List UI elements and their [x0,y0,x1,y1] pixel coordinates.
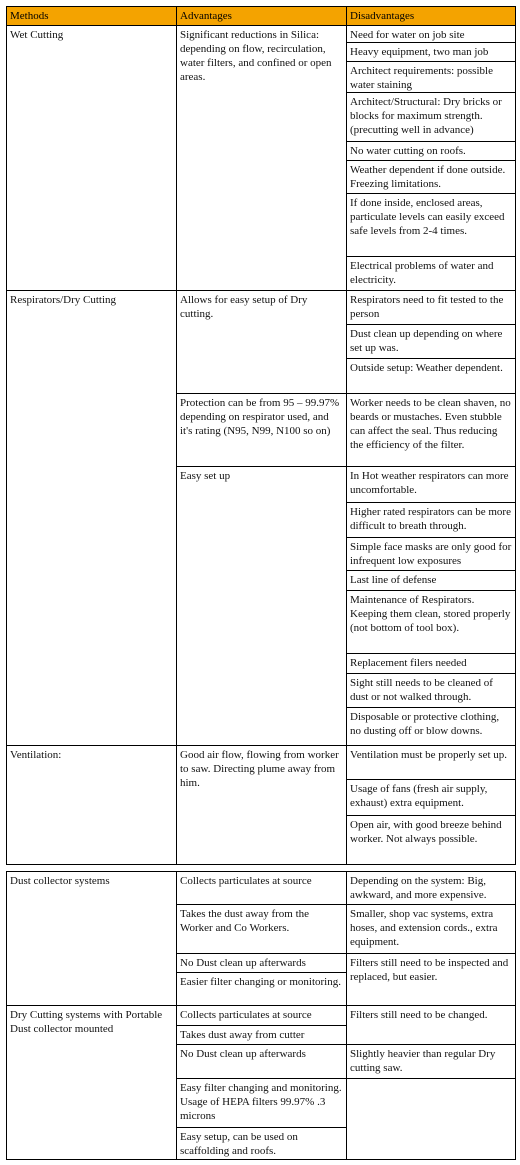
disadvantage-cell: Higher rated respirators can be more difficult to breath through. [346,502,516,538]
disadvantage-cell: Depending on the system: Big, awkward, and more expensive. [346,871,516,905]
method-cell: Ventilation: [6,745,177,865]
disadvantage-cell: Simple face masks are only good for infrequent low exposures [346,537,516,571]
disadvantage-cell: Electrical problems of water and electricity. [346,256,516,291]
disadvantage-cell: Outside setup: Weather dependent. [346,358,516,394]
advantage-cell: Collects particulates at source [176,1005,347,1026]
header-advantages: Advantages [176,6,347,26]
disadvantage-cell: Smaller, shop vac systems, extra hoses, and extension cords., extra equipment. [346,904,516,954]
method-cell: Dust collector systems [6,871,177,1006]
method-cell: Wet Cutting [6,25,177,291]
advantage-cell: Protection can be from 95 – 99.97% depending on respirator used, and it's rating (N95, N99, N100 so on) [176,393,347,467]
disadvantage-cell: In Hot weather respirators can more uncomfortable. [346,466,516,503]
advantage-cell: No Dust clean up afterwards [176,1044,347,1079]
advantage-cell: Takes dust away from cutter [176,1025,347,1045]
advantage-cell: Easy set up [176,466,347,746]
disadvantage-cell: Replacement filers needed [346,653,516,674]
disadvantage-cell: No water cutting on roofs. [346,141,516,161]
disadvantage-cell: Usage of fans (fresh air supply, exhaust) extra equipment. [346,779,516,816]
disadvantage-cell: Weather dependent if done outside. Freezing limitations. [346,160,516,194]
disadvantage-cell: If done inside, enclosed areas, particulate levels can easily exceed safe levels from 2-4 times. [346,193,516,257]
disadvantage-cell: Last line of defense [346,570,516,591]
disadvantage-cell: Respirators need to fit tested to the person [346,290,516,325]
advantage-cell: Good air flow, flowing from worker to saw. Directing plume away from him. [176,745,347,865]
advantage-cell: Easier filter changing or monitoring. [176,972,347,1006]
disadvantage-cell: Sight still needs to be cleaned of dust or not walked through. [346,673,516,708]
header-disadvantages: Disadvantages [346,6,516,26]
advantage-cell: No Dust clean up afterwards [176,953,347,973]
header-methods: Methods [6,6,177,26]
advantage-cell: Easy setup, can be used on scaffolding and roofs. [176,1127,347,1160]
disadvantage-cell: Filters still need to be inspected and replaced, but easier. [346,953,516,1006]
disadvantage-cell: Disposable or protective clothing, no dusting off or blow downs. [346,707,516,746]
disadvantage-cell: Worker needs to be clean shaven, no beards or mustaches. Even stubble can affect the seal. Thus reducing the efficiency of the filter. [346,393,516,467]
disadvantage-cell: Maintenance of Respirators. Keeping them clean, stored properly (not bottom of tool box). [346,590,516,654]
disadvantage-cell: Heavy equipment, two man job [346,42,516,62]
disadvantage-cell: Open air, with good breeze behind worker. Not always possible. [346,815,516,865]
disadvantage-cell: Ventilation must be properly set up. [346,745,516,780]
disadvantage-cell: Dust clean up depending on where set up was. [346,324,516,359]
disadvantage-cell: Filters still need to be changed. [346,1005,516,1045]
method-cell: Respirators/Dry Cutting [6,290,177,746]
empty-cell [346,1078,516,1160]
disadvantage-cell: Need for water on job site [346,25,516,43]
disadvantage-cell: Architect requirements: possible water staining [346,61,516,93]
advantage-cell: Collects particulates at source [176,871,347,905]
disadvantage-cell: Slightly heavier than regular Dry cutting saw. [346,1044,516,1079]
advantage-cell: Allows for easy setup of Dry cutting. [176,290,347,394]
advantage-cell: Easy filter changing and monitoring. Usage of HEPA filters 99.97% .3 microns [176,1078,347,1128]
disadvantage-cell: Architect/Structural: Dry bricks or blocks for maximum strength. (precutting well in advance) [346,92,516,142]
advantage-cell: Significant reductions in Silica: depending on flow, recirculation, water filters, and confined or open areas. [176,25,347,291]
method-cell: Dry Cutting systems with Portable Dust collector mounted [6,1005,177,1160]
advantage-cell: Takes the dust away from the Worker and Co Workers. [176,904,347,954]
